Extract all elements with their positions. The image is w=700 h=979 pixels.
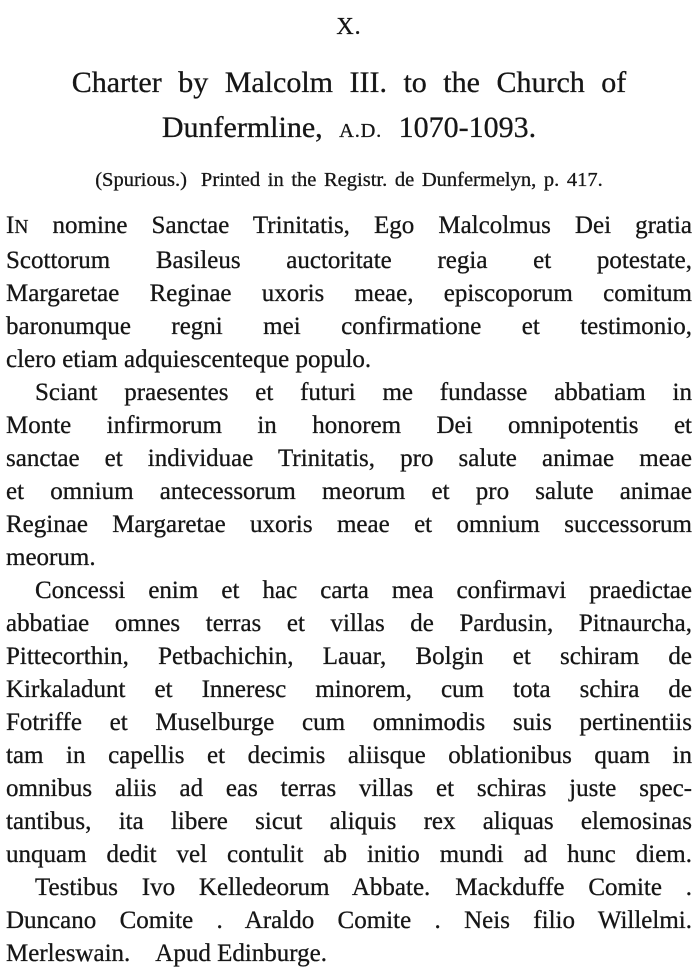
text-line: Kirkaladunt et Inneresc minorem, cum tota schira de: [6, 676, 692, 703]
section-numeral: X.: [336, 14, 362, 40]
text-line: tantibus, ita libere sicut aliquis rex aliquas elemosinas: [6, 808, 692, 835]
text-line: clero etiam adquiescenteque populo.: [6, 346, 372, 373]
paragraph-witnesses: [6, 871, 692, 970]
text-line: Merleswain. Apud Edinburge.: [6, 940, 328, 967]
text-line: [6, 209, 692, 244]
text-line: baronumque regni mei confirmatione et testimonio,: [6, 313, 692, 340]
text-line: Duncano Comite . Araldo Comite . Neis filio Willelmi.: [6, 907, 692, 934]
paragraph-invocation: [6, 209, 692, 376]
text-line-rest: nomine Sanctae Trinitatis, Ego Malcolmus Dei gratia: [28, 212, 692, 239]
text-line: Fotriffe et Muselburge cum omnimodis suis pertinentiis: [6, 709, 692, 736]
text-line: Margaretae Reginae uxoris meae, episcoporum comitum: [6, 280, 692, 307]
title-date-range: 1070-1093.: [398, 111, 537, 144]
text-line: et omnium antecessorum meorum et pro salute animae: [6, 478, 692, 505]
text-line: Reginae Margaretae uxoris meae et omnium successorum: [6, 511, 692, 538]
text-line: omnibus aliis ad eas terras villas et schiras juste spec-: [6, 775, 692, 802]
text-line: Sciant praesentes et futuri me fundasse abbatiam in: [35, 379, 692, 406]
text-line: meorum.: [6, 544, 96, 571]
text-line: abbatiae omnes terras et villas de Pardusin, Pitnaurcha,: [6, 610, 692, 637]
title-line-2-text: Dunfermline,: [161, 111, 323, 144]
paragraph-grants: [6, 574, 692, 871]
charter-body: [6, 209, 692, 970]
title-anno-domini: A.D.: [339, 120, 383, 142]
text-line: sanctae et individuae Trinitatis, pro salute animae meae: [6, 445, 692, 472]
charter-title: [6, 60, 692, 154]
paragraph-foundation: [6, 376, 692, 574]
source-reference: Printed in the Registr. de Dunfermelyn, p. 417.: [200, 169, 603, 191]
title-line-1: Charter by Malcolm III. to the Church of: [71, 66, 627, 99]
lead-small-cap: N: [14, 217, 29, 238]
text-line: Scottorum Basileus auctoritate regia et potestate,: [6, 247, 692, 274]
text-line: unquam dedit vel contulit ab initio mundi ad hunc diem.: [6, 841, 692, 868]
text-line: tam in capellis et decimis aliisque oblationibus quam in: [6, 742, 692, 769]
title-line-2: [6, 105, 692, 154]
spurious-note: (Spurious.): [95, 169, 187, 191]
text-line: Testibus Ivo Kelledeorum Abbate. Mackduffe Comite .: [35, 874, 692, 901]
source-line: [6, 166, 692, 194]
text-line: Monte infirmorum in honorem Dei omnipotentis et: [6, 412, 692, 439]
text-line: Pittecorthin, Petbachichin, Lauar, Bolgin et schiram de: [6, 643, 692, 670]
lead-capital: I: [6, 212, 15, 239]
text-line: Concessi enim et hac carta mea confirmavi praedictae: [35, 577, 692, 604]
